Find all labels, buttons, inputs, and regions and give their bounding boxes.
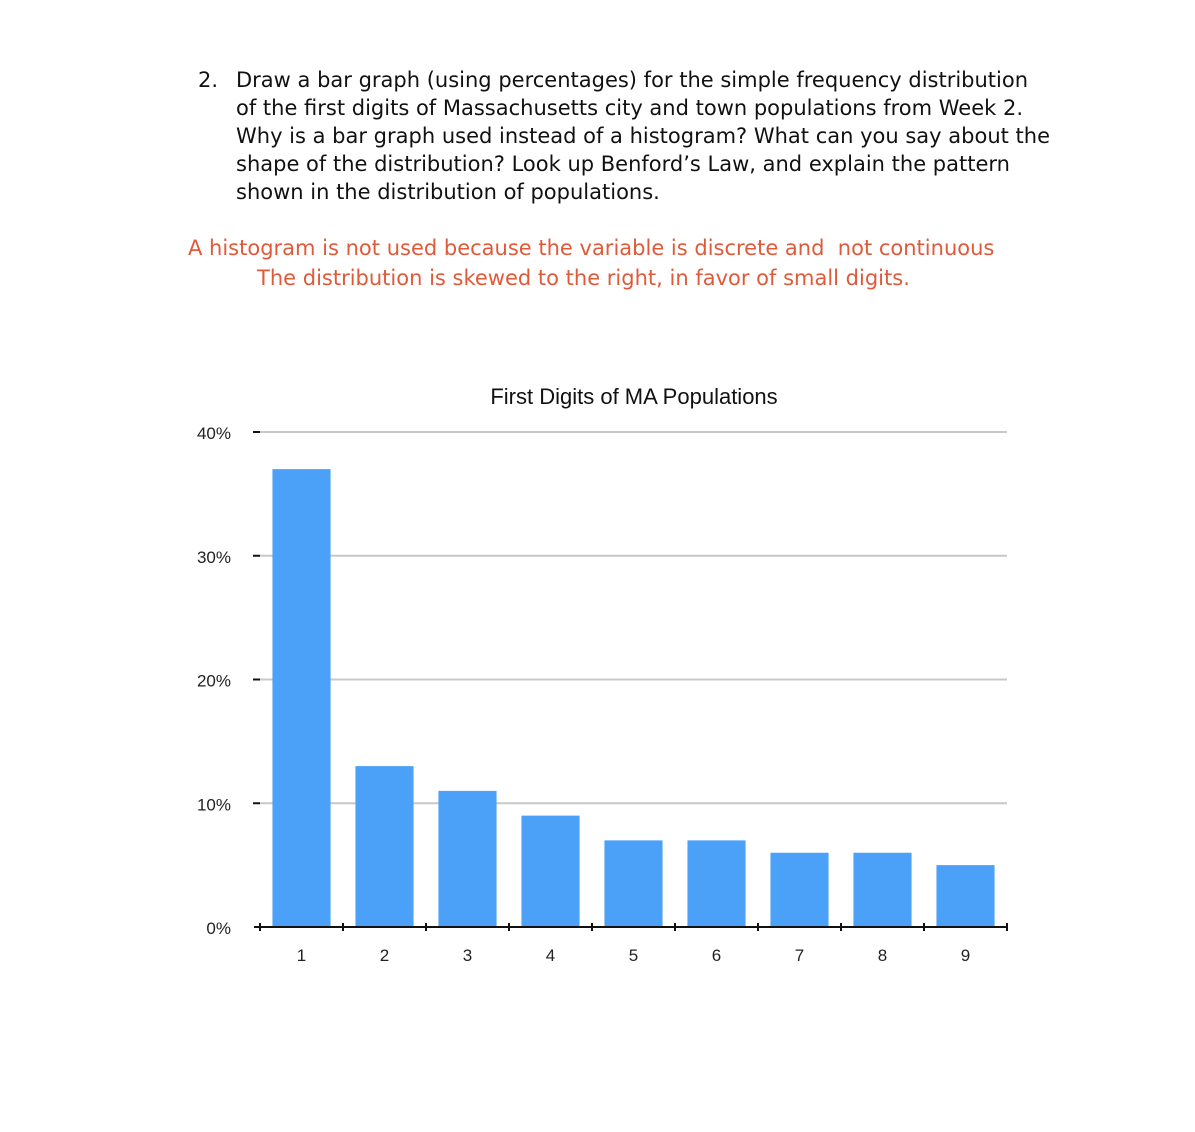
bar-digit-6 bbox=[687, 840, 745, 927]
bar-digit-9 bbox=[936, 865, 994, 927]
x-tick-label: 4 bbox=[545, 946, 556, 965]
x-tick-label: 9 bbox=[960, 946, 971, 965]
x-tick-label: 2 bbox=[379, 946, 390, 965]
chart-gridlines bbox=[260, 432, 1007, 803]
question-number: 2. bbox=[198, 68, 219, 92]
question-line: Why is a bar graph used instead of a histogram? What can you say about the bbox=[236, 124, 1051, 148]
y-tick-label: 20% bbox=[196, 671, 231, 691]
answer-line-histogram: A histogram is not used because the variable is discrete and not continuous bbox=[188, 236, 995, 260]
bar-digit-3 bbox=[438, 791, 496, 927]
bar-digit-8 bbox=[853, 853, 911, 927]
x-tick-label: 6 bbox=[711, 946, 722, 965]
bar-digit-4 bbox=[521, 816, 579, 927]
x-tick-label: 1 bbox=[296, 946, 307, 965]
bar-digit-1 bbox=[272, 469, 330, 927]
chart-y-tick-labels bbox=[197, 424, 231, 938]
answer-line-skew: The distribution is skewed to the right, in favor of small digits. bbox=[257, 266, 910, 290]
bar-digit-5 bbox=[604, 840, 662, 927]
bar-digit-7 bbox=[770, 853, 828, 927]
x-tick-label: 3 bbox=[462, 946, 473, 965]
bar-digit-2 bbox=[355, 766, 413, 927]
y-tick-label: 30% bbox=[196, 547, 231, 567]
question-line: of the first digits of Massachusetts city and town populations from Week 2. bbox=[236, 96, 1024, 120]
x-tick-label: 5 bbox=[628, 946, 639, 965]
chart-x-tick-labels bbox=[297, 946, 970, 965]
y-tick-label: 40% bbox=[196, 424, 231, 443]
chart-title: First Digits of MA Populations bbox=[490, 384, 778, 409]
question-line: Draw a bar graph (using percentages) for the simple frequency distribution bbox=[236, 68, 1029, 92]
y-tick-label: 10% bbox=[196, 795, 231, 815]
chart-bars bbox=[272, 469, 994, 927]
x-tick-label: 8 bbox=[877, 946, 888, 965]
question-line: shape of the distribution? Look up Benford’s Law, and explain the pattern bbox=[236, 152, 1010, 176]
y-tick-label: 0% bbox=[206, 919, 231, 938]
x-tick-label: 7 bbox=[794, 946, 805, 965]
question-line: shown in the distribution of populations. bbox=[236, 180, 660, 204]
